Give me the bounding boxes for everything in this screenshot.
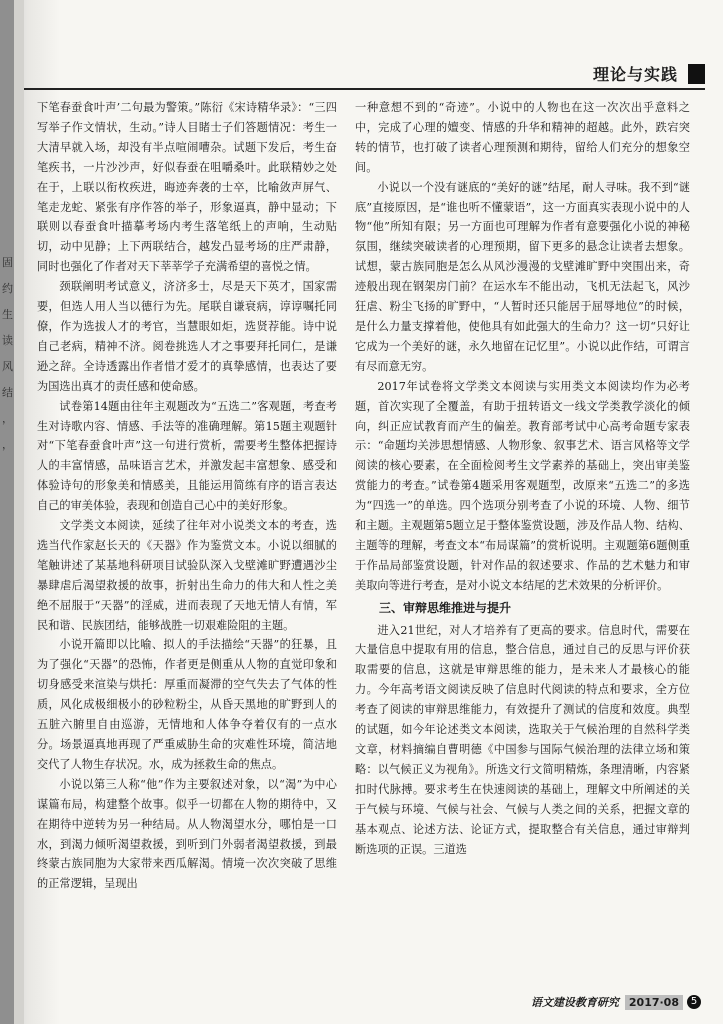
paragraph: 进入21世纪，对人才培养有了更高的要求。信息时代，需要在大量信息中提取有用的信息，整合信息，通过自己的反思与评价获取需要的信息，这就是审辩思维的能力，是未来人才最核心的能力。今年高考语文阅读反映了信息时代阅读的特点和要求，全方位考查了阅读的审辩思维能力，有效提升了测试的信度和效度。典型的试题，如今年论述类文本阅读，选取关于气候治理的自然科学类文章，材料摘编自曹明德《中国参与国际气候治理的法律立场和策略：以气候正义为视角》。所选文行文简明精炼，条理清晰，内容紧扣时代脉搏。要求考生在快速阅读的基础上，理解文中所阐述的关于气候与环境、气候与社会、气候与人类之间的关系，把握文章的基本观点、论述方法、论证方式，提取整合有关信息，通过审辩判断选项的正误。三道选 [355,623,690,856]
scan-shadow-strip [0,0,14,1024]
paragraph: 一种意想不到的“奇迹”。小说中的人物也在这一次次出乎意料之中，完成了心理的嬗变、情感的升华和精神的超越。此外，跌宕突转的情节，也打破了读者心理预测和期待，留给人们充分的想象空间。 [355,101,690,174]
edge-char: 风 [2,360,13,373]
paragraph: 小说以一个没有谜底的“美好的谜”结尾，耐人寻味。我不到“谜底”直接原因，是“谁也听不懂蒙语”，这一方面真实表现小说中的人物“他”所知有限；另一方面也可理解为作者有意要强化小说的神秘氛围，继续突破读者的心理预期，留下更多的悬念让读者去想象。试想，蒙古族同胞是怎么从风沙漫漫的戈壁滩旷野中突围出来，奇迹般出现在钢架房门前？在运水车不能出动，飞机无法起飞，风沙狂虐、粉尘飞扬的旷野中，“人暂时还只能居于屈辱地位”的时候，是什么力量支撑着他，使他具有如此强大的生命力？这一切“只好让它成为一个美好的谜，永久地留在记忆里”。小说以此作结，可谓言有尽而意无穷。 [355,180,690,373]
paragraph: 小说开篇即以比喻、拟人的手法描绘“天器”的狂暴，且为了强化“天器”的恐怖，作者更是侧重从人物的直觉印象和切身感受来渲染与烘托：厚重而凝滞的空气失去了气体的性质，风化成极细极小的砂粒粉尘，从昏天黑地的旷野到人的五脏六腑里自由巡游，无情地和人体争夺着仅有的一点水分。场景逼真地再现了严重威胁生命的灾难性环境，简洁地交代了人物生存状况。水，成为拯救生命的焦点。 [37,638,337,771]
previous-page-edge-text [2,250,14,458]
header-block-mark [688,64,705,84]
paragraph: 小说以第三人称“他”作为主要叙述对象，以“渴”为中心谋篇布局，构建整个故事。似乎一切都在人物的期待中，又在期待中逆转为另一种结局。从人物渴望水分，哪怕是一口水，到渴力倾听渴望救援，到听到门外弱者渴望救援，到最终蒙古族同胞为大家带来西瓜解渴。情境一次次突破了思维的正常逻辑，呈现出 [37,777,337,891]
edge-char: ， [2,438,13,451]
paragraph: 文学类文本阅读，延续了往年对小说类文本的考查，选选当代作家赵长天的《天器》作为鉴赏文本。小说以细腻的笔触讲述了某基地科研项目试验队深入戈壁滩旷野遭遇沙尘暴肆虐后渴望救援的故事，折射出生命力的伟大和人性之美绝不屈服于“天器”的淫威，进而表现了天地无情人有情，军民和谐、民族团结，能够战胜一切艰难险阻的主题。 [37,519,337,632]
journal-name: 语文建设教育研究 [530,996,619,1009]
paragraph: 下笔春蚕食叶声’二句最为警策。”陈衍《宋诗精华录》：“三四写举子作文情状，生动。”诗人目睹士子们答题情况：考生一大清早就入场，却没有半点喧闹嘈杂。试题下发后，考生奋笔疾书，一片沙沙声，好似春蚕在咀嚼桑叶。此联精妙之处在于，上联以衔枚疾进，晦迹奔袭的士卒，比喻敛声屏气、笔走龙蛇、紧张有序作答的举子，形象逼真，静中显动；下联则以春蚕食叶描摹考场内考生落笔纸上的声响，生动贴切，动中见静；上下两联结合，越发凸显考场的庄严肃静，同时也强化了作者对天下莘莘学子充满希望的喜悦之情。 [37,101,337,274]
page-footer [531,994,701,1010]
edge-char: 固 [2,256,13,269]
paragraph: 颈联阐明考试意义，济济多士，尽是天下英才，国家需要，但选人用人当以德行为先。尾联自谦衰病，谆谆嘱托同僚，作为选拔人才的考官，当慧眼如炬，选贤荐能。诗中说自己老病，精神不济。阅卷挑选人才之事要拜托同仁，是谦逊之辞。全诗透露出作者惜才爱才的真挚感情，也表达了要为国选出真才的责任感和使命感。 [37,280,337,393]
scan-gutter-strip [14,0,24,1024]
paragraph: 2017年试卷将文学类文本阅读与实用类文本阅读均作为必考题，首次实现了全覆盖，有助于扭转语文一线文学类教学淡化的倾向，纠正应试教育而产生的偏差。教育部考试中心高考命题专家表示：“命题均关涉思想情感、人物形象、叙事艺术、语言风格等文学阅读的核心要素，在全面检阅考生文学素养的基础上，突出审美鉴赏能力的考查。”试卷第4题采用客观题型，改原来“五选二”的多选为“四选一”的单选。四个选项分别考查了小说的环境、人物、细节和主题。主观题第5题立足于整体鉴赏设题，涉及作品人物、结构、主题等的理解，考查文本“布局谋篇”的赏析说明。主观题第6题侧重于作品局部鉴赏设题，针对作品的叙述要求、作品的艺术魅力和审美取向等进行考查，是对小说文本结尾的艺术效果的分析评价。 [355,379,690,592]
edge-char: 生 [2,308,13,321]
edge-char: ， [2,412,13,425]
paragraph: 试卷第14题由往年主观题改为“五选二”客观题，考查考生对诗歌内容、情感、手法等的准确理解。第15题主观题针对“下笔春蚕食叶声”这一句进行赏析，需要考生整体把握诗人的丰富情感，品味语言艺术，并激发起丰富想象、感受和体验诗句的形象美和情感美，且能运用简练有序的语言表达自己的审美体验，表现和创造自己心中的美好形象。 [37,399,337,513]
edge-char: 约 [2,282,13,295]
header-rule [24,88,705,90]
left-column [37,98,337,894]
right-column [355,98,690,859]
section-heading: 三、审辩思维推进与提升 [379,600,512,615]
edge-char: 结 [2,386,13,399]
page-number: 5 [687,995,701,1009]
section-title: 理论与实践 [592,65,678,84]
page-header [593,62,705,85]
edge-char: 读 [2,334,13,347]
issue-date: 2017·08 [625,995,683,1010]
